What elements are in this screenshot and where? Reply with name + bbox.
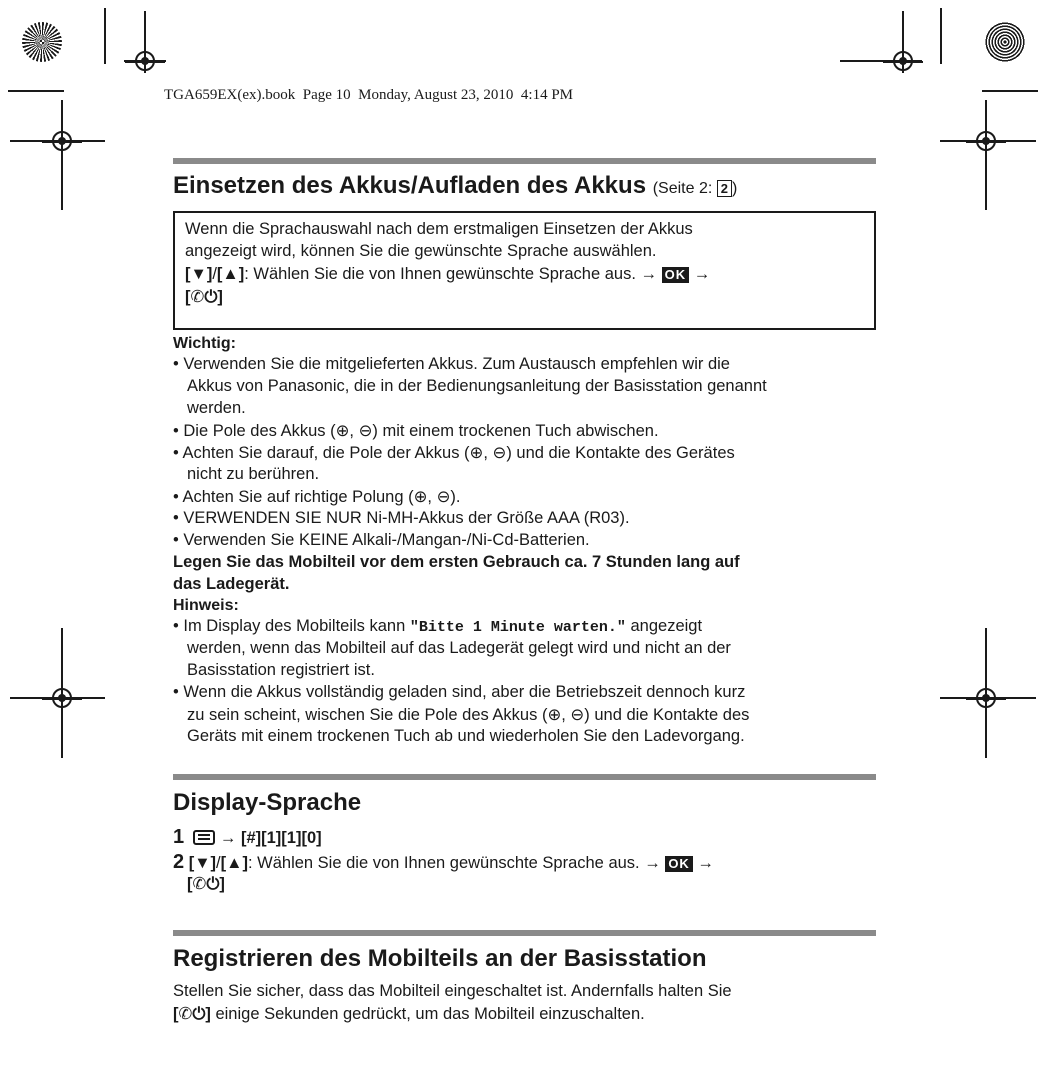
section-title-battery xyxy=(173,172,737,200)
crop-mark xyxy=(985,628,987,758)
charging-instruction: das Ladegerät. xyxy=(173,575,290,593)
up-key: [▲] xyxy=(220,854,248,872)
language-selection-box xyxy=(173,211,876,330)
menu-icon xyxy=(193,830,215,845)
wichtig-item: • VERWENDEN SIE NUR Ni-MH-Akkus der Größe AAA (R03). xyxy=(173,509,630,527)
section-title-display-language: Display-Sprache xyxy=(173,789,362,816)
crop-mark xyxy=(10,697,105,699)
step-2-text: : Wählen Sie die von Ihnen gewünschte Sprache aus. → xyxy=(247,854,661,872)
frame-line: angezeigt wird, können Sie die gewünschte Sprache auswählen. xyxy=(185,242,657,260)
crop-mark xyxy=(902,11,904,73)
wichtig-item: • Verwenden Sie die mitgelieferten Akkus. Zum Austausch empfehlen wir die xyxy=(173,355,730,373)
section-title-text: Einsetzen des Akkus/Aufladen des Akkus xyxy=(173,172,647,199)
wichtig-item: werden. xyxy=(187,399,246,417)
crop-mark xyxy=(940,8,942,64)
registration-rosette-top-right xyxy=(985,22,1025,62)
crop-mark xyxy=(840,60,922,62)
down-key: [▼] xyxy=(188,854,217,872)
arrow-icon: → xyxy=(693,265,711,283)
wichtig-item: nicht zu berühren. xyxy=(187,465,320,483)
step-1 xyxy=(173,826,322,849)
charging-instruction: Legen Sie das Mobilteil vor dem ersten Gebrauch ca. 7 Stunden lang auf xyxy=(173,553,740,571)
section-rule xyxy=(173,774,876,780)
crop-mark xyxy=(61,100,63,210)
crop-mark xyxy=(982,90,1038,92)
crop-mark xyxy=(144,11,146,73)
wichtig-label: Wichtig: xyxy=(173,335,236,352)
crop-mark xyxy=(10,140,105,142)
crop-mark xyxy=(985,100,987,210)
page-reference: (Seite 2: 2 ) xyxy=(652,180,738,197)
section-rule xyxy=(173,930,876,936)
section-title-registration: Registrieren des Mobilteils an der Basisstation xyxy=(173,945,707,972)
wichtig-item: • Verwenden Sie KEINE Alkali-/Mangan-/Ni-Cd-Batterien. xyxy=(173,531,590,549)
hinweis-item: • Wenn die Akkus vollständig geladen sind, aber die Betriebszeit dennoch kurz xyxy=(173,683,746,701)
hinweis-item: zu sein scheint, wischen Sie die Pole des Akkus (⊕, ⊖) und die Kontakte des xyxy=(187,706,750,724)
wichtig-item: Akkus von Panasonic, die in der Bedienungsanleitung der Basisstation genannt xyxy=(187,377,767,395)
crop-mark xyxy=(940,140,1036,142)
crop-mark xyxy=(61,628,63,758)
crop-mark xyxy=(104,8,106,64)
ok-key: OK xyxy=(662,267,690,283)
arrow-icon: → xyxy=(697,854,714,872)
ok-key: OK xyxy=(665,856,693,872)
hinweis-item: werden, wenn das Mobilteil auf das Ladegerät gelegt wird und nicht an der xyxy=(187,639,731,657)
key-sequence: → [#][1][1][0] xyxy=(219,829,322,847)
figure-number-box: 2 xyxy=(717,180,732,197)
hinweis-item: Basisstation registriert ist. xyxy=(187,661,375,679)
frame-step-text: : Wählen Sie die von Ihnen gewünschte Sprache aus. → xyxy=(244,265,657,283)
crop-mark xyxy=(940,697,1036,699)
crop-mark xyxy=(8,90,64,92)
down-key: [▼] xyxy=(185,265,213,283)
off-key: [✆⏻] xyxy=(185,288,223,306)
frame-step-line: [▼]/[▲]: Wählen Sie die von Ihnen gewünschte Sprache aus. → OK → xyxy=(185,265,711,283)
off-key: [✆⏻] xyxy=(187,875,225,893)
frame-line: Wenn die Sprachauswahl nach dem erstmaligen Einsetzen der Akkus xyxy=(185,220,693,238)
wichtig-item: • Die Pole des Akkus (⊕, ⊖) mit einem trockenen Tuch abwischen. xyxy=(173,422,659,440)
registration-text: Stellen Sie sicher, dass das Mobilteil eingeschaltet ist. Andernfalls halten Sie xyxy=(173,982,732,1000)
wichtig-item: • Achten Sie darauf, die Pole der Akkus (⊕, ⊖) und die Kontakte des Gerätes xyxy=(173,444,735,462)
step-2: 2 [▼]/[▲]: Wählen Sie die von Ihnen gewünschte Sprache aus. → OK → xyxy=(173,851,714,873)
crop-mark xyxy=(124,60,166,62)
hinweis-label: Hinweis: xyxy=(173,597,239,614)
registration-text: [✆⏻] einige Sekunden gedrückt, um das Mobilteil einzuschalten. xyxy=(173,1005,645,1023)
up-key: [▲] xyxy=(216,265,245,283)
display-message: "Bitte 1 Minute warten." xyxy=(409,619,626,636)
hinweis-item: • Im Display des Mobilteils kann "Bitte 1 Minute warten." angezeigt xyxy=(173,617,703,636)
wichtig-item: • Achten Sie auf richtige Polung (⊕, ⊖). xyxy=(173,488,461,506)
hinweis-item: Geräts mit einem trockenen Tuch ab und wiederholen Sie den Ladevorgang. xyxy=(187,727,745,745)
registration-rosette-top-left xyxy=(22,22,62,62)
step-number: 1 xyxy=(173,826,185,848)
book-header-line: TGA659EX(ex).book Page 10 Monday, August 23, 2010 4:14 PM xyxy=(164,87,574,103)
step-number: 2 xyxy=(173,851,185,873)
off-key: [✆⏻] xyxy=(173,1005,211,1023)
section-rule xyxy=(173,158,876,164)
